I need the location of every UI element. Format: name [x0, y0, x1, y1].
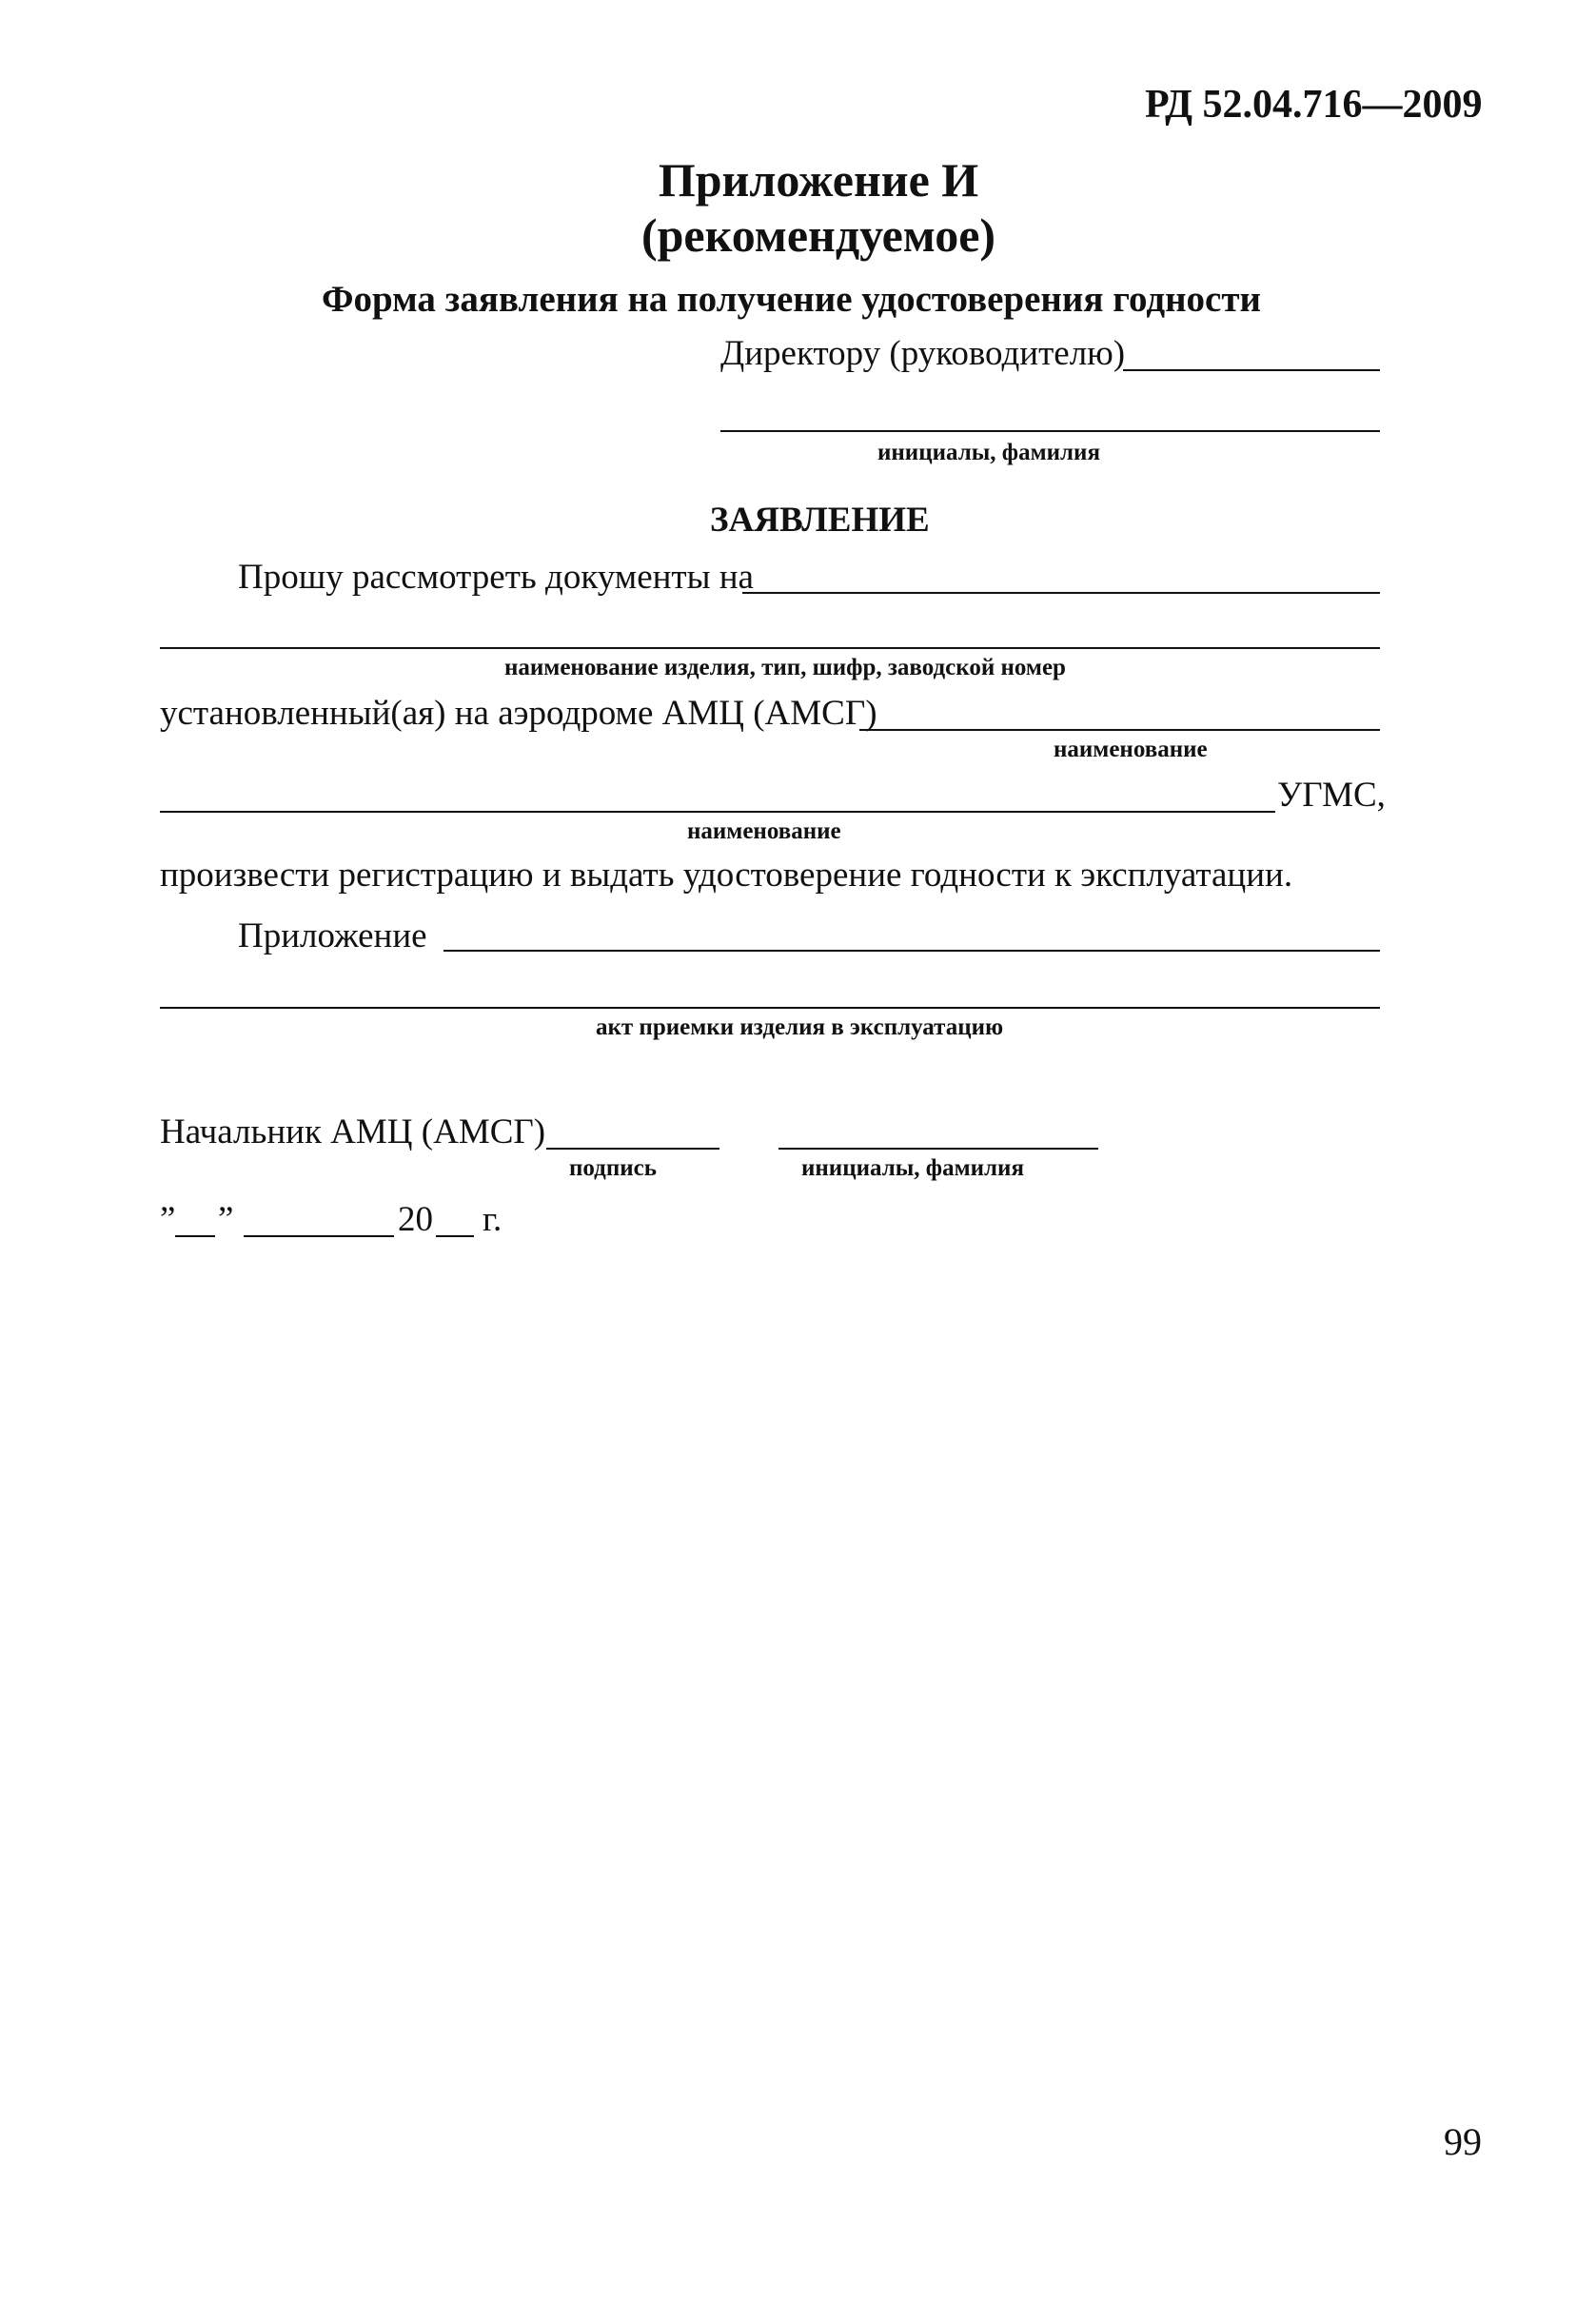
form-title: Форма заявления на получение удостоверения годности [322, 279, 1261, 320]
installed-caption: наименование [1054, 737, 1208, 762]
addressee-label: Директору (руководителю) [720, 334, 1126, 373]
attachment-caption: акт приемки изделия в эксплуатацию [596, 1014, 1004, 1040]
ugms-caption: наименование [687, 818, 841, 844]
day-field-line[interactable] [175, 1235, 215, 1237]
year-field-line[interactable] [436, 1235, 474, 1237]
date-open-quote: ” [160, 1200, 176, 1239]
statement-heading: ЗАЯВЛЕНИЕ [710, 501, 930, 540]
attachment-field-line[interactable] [443, 950, 1380, 952]
appendix-status: (рекомендуемое) [640, 208, 996, 262]
signature-field-line[interactable] [546, 1148, 719, 1150]
document-code: РД 52.04.716—2009 [1145, 83, 1483, 127]
signer-name-field-line[interactable] [778, 1148, 1098, 1150]
addressee-name-field-line[interactable] [720, 430, 1380, 432]
month-field-line[interactable] [244, 1235, 394, 1237]
attachment-label: Приложение [238, 916, 427, 955]
addressee-field-line[interactable] [1123, 369, 1380, 371]
chief-label: Начальник АМЦ (АМСГ) [160, 1112, 546, 1152]
ugms-field-line[interactable] [160, 811, 1275, 813]
addressee-caption: инициалы, фамилия [877, 440, 1100, 465]
year-suffix: г. [483, 1200, 502, 1239]
page-number: 99 [1444, 2120, 1482, 2163]
installed-label: установленный(ая) на аэродроме АМЦ (АМСГ) [160, 694, 877, 733]
attachment-detail-field-line[interactable] [160, 1007, 1380, 1009]
date-close-quote: ” [218, 1200, 234, 1239]
signature-caption: подпись [569, 1155, 657, 1181]
signer-name-caption: инициалы, фамилия [801, 1155, 1024, 1181]
item-caption: наименование изделия, тип, шифр, заводской номер [504, 655, 1066, 680]
request-label: Прошу рассмотреть документы на [238, 558, 754, 597]
installed-field-line[interactable] [859, 729, 1380, 731]
action-text: произвести регистрацию и выдать удостоверение годности к эксплуатации. [160, 856, 1293, 895]
ugms-suffix: УГМС, [1277, 776, 1386, 815]
request-field-line[interactable] [742, 592, 1380, 594]
appendix-title: Приложение И [658, 153, 979, 207]
year-prefix: 20 [398, 1200, 433, 1239]
item-field-line[interactable] [160, 647, 1380, 649]
